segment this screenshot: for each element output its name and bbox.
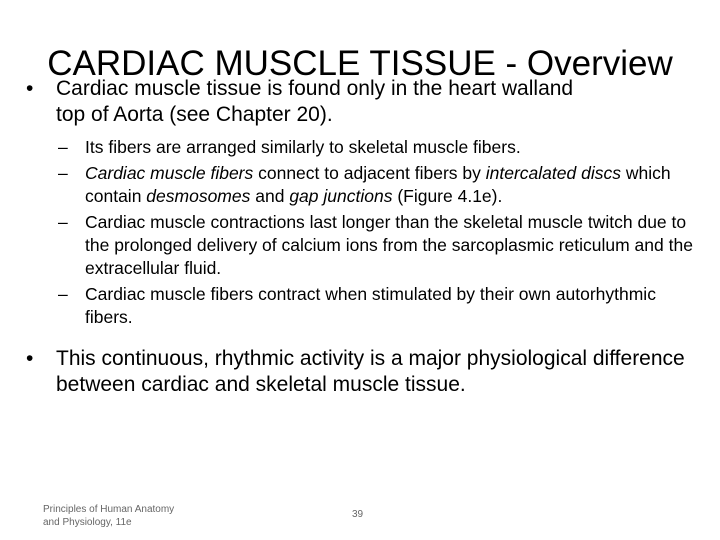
footer-book-line1: Principles of Human Anatomy (43, 504, 175, 515)
dash-mark: – (58, 163, 68, 183)
footer-book-line2: and Physiology, 11e (43, 517, 132, 528)
page-number: 39 (352, 509, 364, 520)
term-gap-junctions: gap junctions (289, 186, 393, 206)
term-intercalated-discs: intercalated discs (485, 163, 621, 183)
sub-bullet-text: Cardiac muscle fibers contract when stimulated by their own autorhythmic fibers. (85, 284, 656, 327)
term-cardiac-muscle-fibers: Cardiac muscle fibers (85, 163, 254, 183)
sub-bullet-contraction-duration (24, 211, 704, 280)
sub-bullet-text: Its fibers are arranged similarly to skeletal muscle fibers. (85, 137, 521, 157)
sub-bullet-fiber-arrangement (24, 136, 704, 159)
dash-mark: – (58, 137, 68, 157)
sub-bullet-text: connect to adjacent fibers by (253, 163, 486, 183)
bullet-text-line1: Cardiac muscle tissue is found only in the heart walland (56, 77, 574, 100)
sub-bullet-text: Cardiac muscle contractions last longer than the skeletal muscle twitch due to the prolonged delivery of calcium ions from the sarcoplasmic reticulum and the extracellular fluid. (85, 212, 693, 278)
dash-mark: – (58, 284, 68, 304)
sub-bullet-autorhythmic (24, 283, 704, 329)
bullet-cardiac-location (24, 76, 704, 128)
dash-mark: – (58, 212, 68, 232)
sub-bullet-text: and (250, 186, 290, 206)
sub-bullet-list (24, 136, 704, 329)
sub-bullet-text: (Figure 4.1e). (392, 186, 503, 206)
bullet-text: This continuous, rhythmic activity is a major physiological difference between cardiac and skeletal muscle tissue. (56, 347, 685, 396)
bullet-rhythmic-activity (24, 346, 704, 398)
bullet-mark: • (26, 347, 34, 370)
term-desmosomes: desmosomes (146, 186, 251, 206)
bullet-mark: • (26, 77, 34, 100)
slide-title: CARDIAC MUSCLE TISSUE - Overview (47, 44, 673, 83)
sub-bullet-intercalated-discs (24, 162, 704, 208)
sub-bullet-text: which contain (85, 163, 671, 206)
bullet-text-line2: top of Aorta (see Chapter 20). (56, 103, 333, 126)
footer-book-title (43, 503, 203, 529)
slide-content (24, 76, 704, 398)
